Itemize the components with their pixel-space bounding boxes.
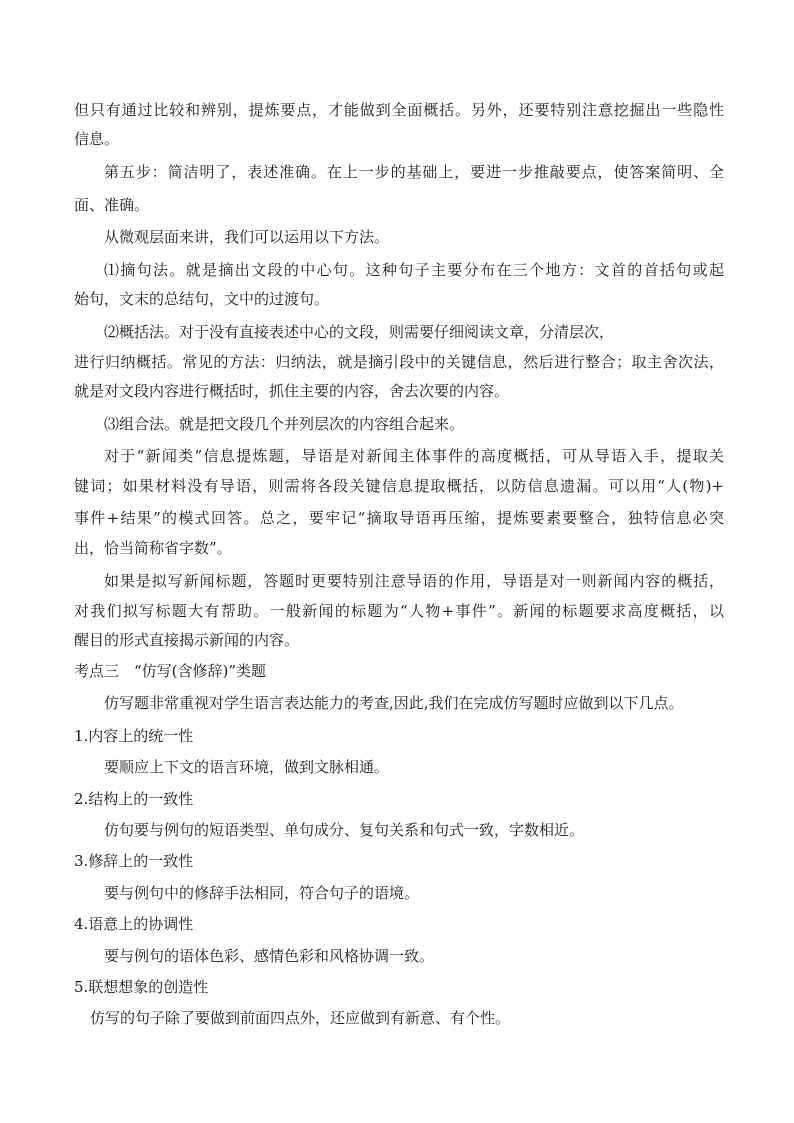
text-line: 要与例句中的修辞手法相同，符合句子的语境。 — [104, 884, 420, 902]
text-line: 对于“新闻类”信息提炼题，导语是对新闻主体事件的高度概括，可从导语入手，提取关 — [104, 447, 724, 465]
text-line: 醒目的形式直接揭示新闻的内容。 — [74, 631, 300, 649]
text-line: 从微观层面来讲，我们可以运用以下方法。 — [104, 228, 390, 246]
text-line: 出，恰当简称省字数”。 — [74, 539, 232, 557]
text-line: 始句，文末的总结句，文中的过渡句。 — [74, 290, 330, 308]
item-heading: 5.联想想象的创造性 — [74, 978, 209, 996]
text-line: 要与例句的语体色彩、感情色彩和风格协调一致。 — [104, 947, 435, 965]
item-heading: 4.语意上的协调性 — [74, 915, 194, 933]
text-line: 但只有通过比较和辨别，提炼要点，才能做到全面概括。另外，还要特别注意挖掘出一些隐性 — [74, 101, 724, 119]
item-heading: 3.修辞上的一致性 — [74, 852, 194, 870]
text-line: 第五步：简洁明了，表述准确。在上一步的基础上，要进一步推敲要点，使答案简明、全 — [104, 163, 724, 181]
text-line: ⑴摘句法。就是摘出文段的中心句。这种句子主要分布在三个地方：文首的首括句或起 — [104, 261, 724, 279]
text-line: 仿句要与例句的短语类型、单句成分、复句关系和句式一致，字数相近。 — [104, 821, 585, 839]
text-line: ⑵概括法。对于没有直接表述中心的文段，则需要仔细阅读文章，分清层次， — [104, 323, 615, 341]
text-line: 就是对文段内容进行概括时，抓住主要的内容，舍去次要的内容。 — [74, 382, 510, 400]
text-line: 对我们拟写标题大有帮助。一般新闻的标题为“人物+事件”。新闻的标题要求高度概括，以 — [74, 602, 724, 620]
text-line: ⑶组合法。就是把文段几个并列层次的内容组合起来。 — [104, 415, 465, 433]
item-heading: 1.内容上的统一性 — [74, 727, 194, 745]
text-line: 如果是拟写新闻标题，答题时更要特别注意导语的作用，导语是对一则新闻内容的概括， — [104, 572, 724, 590]
section-heading: 考点三 “仿写(含修辞)”类题 — [74, 662, 267, 680]
text-line: 要顺应上下文的语言环境，做到文脉相通。 — [104, 758, 390, 776]
text-line: 信息。 — [74, 130, 120, 148]
text-line: 事件+结果”的模式回答。总之，要牢记“摘取导语再压缩，提炼要素要整合，独特信息必突 — [74, 509, 724, 527]
item-heading: 2.结构上的一致性 — [74, 790, 194, 808]
text-line: 面、准确。 — [74, 196, 150, 214]
text-line: 进行归纳概括。常见的方法：归纳法，就是摘引段中的关键信息，然后进行整合；取主舍次法， — [74, 353, 724, 371]
text-line: 仿写题非常重视对学生语言表达能力的考查,因此,我们在完成仿写题时应做到以下几点。 — [104, 694, 684, 712]
text-line: 仿写的句子除了要做到前面四点外，还应做到有新意、有个性。 — [90, 1009, 511, 1027]
text-line: 键词；如果材料没有导语，则需将各段关键信息提取概括，以防信息遗漏。可以用“人(物)+ — [74, 477, 724, 495]
